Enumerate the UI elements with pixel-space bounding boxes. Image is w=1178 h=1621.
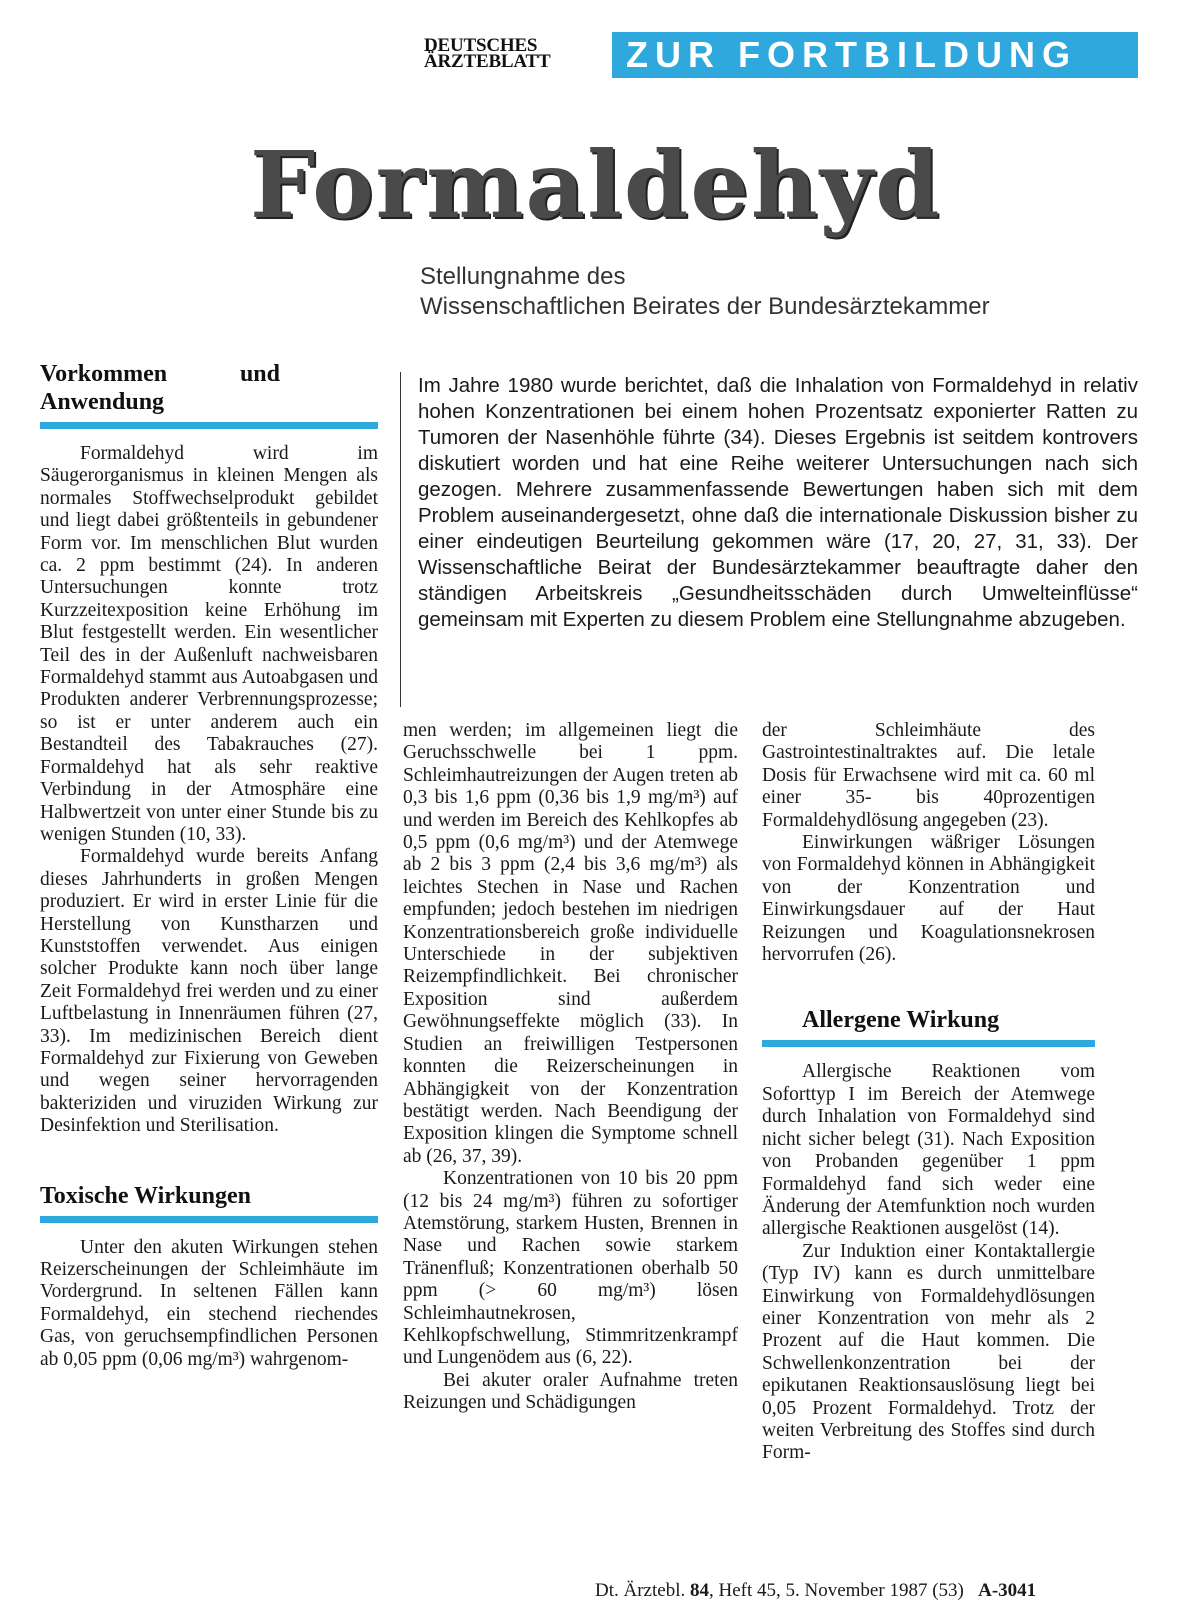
column-divider	[400, 372, 401, 707]
column-2	[403, 720, 738, 1415]
article-subtitle	[420, 262, 1140, 322]
paragraph: Formaldehyd wird im Säugerorganismus in kleinen Mengen als normales Stoffwechselprodukt gebildet und liegt dabei größtenteils in gebundener Form vor. Im menschlichen Blut wurden ca. 2 ppm bestimmt (24). In anderen Untersuchungen konnte trotz Kurzzeitexposition keine Erhöhung im Blut festgestellt werden. Ein wesentlicher Teil des in der Außenluft nachweisbaren Formaldehyd stammt aus Autoabgasen und Produkten anderer Verbrennungsprozesse; so ist er unter anderem auch ein Bestandteil des Tabakrauches (27). Formaldehyd hat als sehr reaktive Verbindung in der Atmosphäre eine Halbwertzeit von unter einer Stunde bis zu wenigen Stunden (10, 33).	[40, 443, 378, 845]
paragraph: Unter den akuten Wirkungen stehen Reizerscheinungen der Schleimhäute im Vordergrund. In seltenen Fällen kann Formaldehyd, ein stechend riechendes Gas, von geruchsempfindlichen Personen ab 0,05 ppm (0,06 mg/m³) wahrgenom-	[40, 1236, 378, 1370]
heading-accent-bar	[762, 1040, 1095, 1047]
article-title: Formaldehyd	[250, 131, 942, 239]
paragraph: Einwirkungen wäßriger Lösungen von Formaldehyd können in Abhängigkeit von der Konzentration und Einwirkungsdauer auf der Haut Reizungen und Koagulationsnekrosen hervorrufen (26).	[762, 832, 1095, 966]
paragraph: Zur Induktion einer Kontaktallergie (Typ IV) kann es durch unmittelbare Einwirkung von Formaldehydlösungen einer Konzentration von mehr als 2 Prozent auf die Haut kommen. Die Schwellenkonzentration bei der epikutanen Reaktionsauslösung liegt bei 0,05 Prozent Formaldehyd. Trotz der weiten Verbreitung des Stoffes sind durch Form-	[762, 1240, 1095, 1464]
paragraph: Allergische Reaktionen vom Soforttyp I im Bereich der Atemwege durch Inhalation von Formaldehyd sind nicht sicher belegt (31). Nach Exposition von Probanden gegenüber 1 ppm Formaldehyd fand sich weder eine Änderung der Atemfunktion noch wurden allergische Reaktionen ausgelöst (14).	[762, 1061, 1095, 1240]
paragraph: Formaldehyd wurde bereits Anfang dieses Jahrhunderts in großen Mengen produziert. Er wird in erster Linie für die Herstellung von Kunstharzen und Kunststoffen verwendet. Aus einigen solcher Produkte kann noch über lange Zeit Formaldehyd frei werden und zu einer Luftbelastung in Innenräumen führen (27, 33). Im medizinischen Bereich dient Formaldehyd zur Fixierung von Geweben und wegen seiner hervorragenden bakteriziden und viruziden Wirkung zur Desinfektion und Sterilisation.	[40, 846, 378, 1137]
footer-journal: Dt. Ärztebl.	[595, 1580, 686, 1601]
lead-paragraph	[418, 373, 1138, 633]
subtitle-line-1: Stellungnahme des	[420, 263, 626, 290]
section-kicker: ZUR FORTBILDUNG	[612, 32, 1138, 78]
heading-accent-bar	[40, 422, 378, 429]
section-heading-allergene-wirkung: Allergene Wirkung	[802, 1007, 1000, 1034]
column-1	[40, 360, 378, 1371]
paragraph: Bei akuter oraler Aufnahme treten Reizungen und Schädigungen	[403, 1369, 738, 1414]
page-footer	[595, 1580, 1140, 1602]
brand-line-2: ÄRZTEBLATT	[424, 51, 551, 72]
brand-line-1: DEUTSCHES	[424, 35, 538, 56]
masthead	[424, 32, 1138, 78]
section-heading-vorkommen: Vorkommen und Anwendung	[40, 361, 280, 415]
heading-accent-bar	[40, 1216, 378, 1223]
subtitle-line-2: Wissenschaftlichen Beirates der Bundesärztekammer	[420, 293, 990, 320]
section-heading-toxische-wirkungen: Toxische Wirkungen	[40, 1182, 251, 1209]
journal-logo	[424, 35, 604, 72]
footer-volume: 84	[689, 1580, 709, 1601]
column-3	[762, 720, 1095, 1465]
paragraph: men werden; im allgemeinen liegt die Geruchsschwelle bei 1 ppm. Schleimhautreizungen der Augen treten ab 0,3 bis 1,6 ppm (0,36 bis 1,9 mg/m³) auf und werden im Bereich des Kehlkopfes ab 0,5 ppm (0,6 mg/m³) und der Atemwege ab 2 bis 3 ppm (2,4 bis 3,6 mg/m³) als leichtes Stechen in Nase und Rachen empfunden; jedoch bestehen im niedrigen Konzentrationsbereich große individuelle Unterschiede in der subjektiven Reizempfindlichkeit. Bei chronischer Exposition sind außerdem Gewöhnungseffekte möglich (33). In Studien an freiwilligen Testpersonen konnten die Reizerscheinungen in Abhängigkeit von der Konzentration bestätigt werden. Nach Beendigung der Exposition klingen die Symptome schnell ab (26, 37, 39).	[403, 720, 738, 1167]
paragraph: Konzentrationen von 10 bis 20 ppm (12 bis 24 mg/m³) führen zu sofortiger Atemstörung, starkem Husten, Brennen in Nase und Rachen sowie starkem Tränenfluß; Konzentrationen oberhalb 50 ppm (> 60 mg/m³) lösen Schleimhautnekrosen, Kehlkopfschwellung, Stimmritzenkrampf und Lungenödem aus (6, 22).	[403, 1168, 738, 1369]
paragraph: der Schleimhäute des Gastrointestinaltraktes auf. Die letale Dosis für Erwachsene wird mit ca. 60 ml einer 35- bis 40prozentigen Formaldehydlösung angegeben (23).	[762, 720, 1095, 831]
lead-text: Im Jahre 1980 wurde berichtet, daß die Inhalation von Formaldehyd in relativ hohen Konzentrationen bei einem hohen Prozentsatz exponierter Ratten zu Tumoren der Nasenhöhle führte (34). Dieses Ergebnis ist seitdem kontrovers diskutiert worden und hat eine Reihe weiterer Untersuchungen nach sich gezogen. Mehrere zusammenfassende Bewertungen haben sich mit dem Problem auseinandergesetzt, ohne daß die internationale Diskussion bisher zu einer eindeutigen Beurteilung gekommen wäre (17, 20, 27, 31, 33). Der Wissenschaftliche Beirat der Bundesärztekammer beauftragte daher den ständigen Arbeitskreis „Gesundheitsschäden durch Umwelteinflüsse“ gemeinsam mit Experten zu diesem Problem eine Stellungnahme abzugeben.	[418, 374, 1138, 631]
footer-issue: , Heft 45, 5. November 1987 (53)	[708, 1580, 964, 1601]
page-number: A-3041	[978, 1580, 1037, 1601]
